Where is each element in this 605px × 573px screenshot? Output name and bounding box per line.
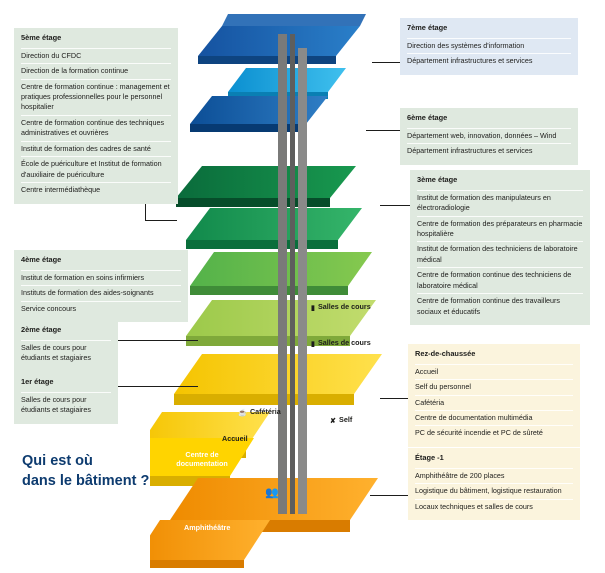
floor-slab-5 <box>190 96 328 132</box>
slab-label-salles-cours-2: ▮ Salles de cours <box>311 338 371 348</box>
panel-etage4-line-2: Service concours <box>21 301 181 316</box>
blackboard-icon: ▮ <box>311 302 315 312</box>
panel-etage2-line-0: Salles de cours pour étudiants et stagiaires <box>21 340 111 366</box>
panel-etage3-line-2: Institut de formation des techniciens de laboratoire médical <box>417 241 583 267</box>
panel-etage5-line-5: École de puériculture et Institut de formation d'auxiliaire de puériculture <box>21 156 171 182</box>
panel-etage2 <box>14 320 118 372</box>
panel-rdc-line-1: Self du personnel <box>415 379 573 394</box>
panel-etage5-line-2: Centre de formation continue : management et pratiques professionnelles pour le personnel hospitalier <box>21 79 171 115</box>
slab-label-self: ✘ Self <box>330 415 353 425</box>
panel-etage3-line-4: Centre de formation continue des travailleurs sociaux et éducatifs <box>417 293 583 319</box>
connector-etage5-h <box>145 220 177 221</box>
panel-rez-de-chaussee <box>408 344 580 447</box>
panel-etage7-line-1: Département infrastructures et services <box>407 53 571 68</box>
panel-etage3 <box>410 170 590 325</box>
panel-etage3-line-1: Centre de formation des préparateurs en pharmacie hospitalière <box>417 216 583 242</box>
page-title-line2: dans le bâtiment ? <box>22 472 150 489</box>
panel-etage3-line-0: Institut de formation des manipulateurs en électroradiologie <box>417 190 583 216</box>
panel-etage5-line-0: Direction du CFDC <box>21 48 171 63</box>
panel-etage5-line-1: Direction de la formation continue <box>21 63 171 78</box>
slab-label-amphitheatre: Amphithéâtre <box>184 523 231 532</box>
connector-etagem1 <box>370 495 408 496</box>
panel-etage4-line-0: Institut de formation en soins infirmiers <box>21 270 181 285</box>
floor-slab-3 <box>186 208 362 249</box>
blackboard-icon-2: ▮ <box>311 338 315 348</box>
panel-etagem1-line-0: Amphithéâtre de 200 places <box>415 468 573 483</box>
core-column-mid <box>290 34 295 514</box>
cutlery-icon: ✘ <box>330 415 337 425</box>
panel-etage1-line-0: Salles de cours pour étudiants et stagiaires <box>21 392 111 418</box>
slab-label-accueil: Accueil <box>222 434 248 443</box>
panel-etage1-title: 1er étage <box>21 377 54 386</box>
connector-etage6 <box>366 130 400 131</box>
panel-etage3-title: 3ème étage <box>417 175 458 184</box>
panel-etage7-title: 7ème étage <box>407 23 448 32</box>
panel-etage2-title: 2ème étage <box>21 325 62 334</box>
panel-etage6 <box>400 108 578 165</box>
panel-etage4-line-1: Instituts de formation des aides-soignants <box>21 285 181 300</box>
panel-etage7 <box>400 18 578 75</box>
panel-etagem1-line-2: Locaux techniques et salles de cours <box>415 499 573 514</box>
panel-etage5-line-4: Institut de formation des cadres de santé <box>21 141 171 156</box>
panel-etage4 <box>14 250 188 322</box>
slab-label-centre-documentation: Centre de documentation <box>176 450 228 468</box>
connector-etage3 <box>380 205 410 206</box>
panel-etage3-line-3: Centre de formation continue des techniciens de laboratoire médical <box>417 267 583 293</box>
panel-rdc-line-0: Accueil <box>415 364 573 379</box>
cup-icon: ☕ <box>238 407 247 417</box>
core-column-left <box>278 34 287 514</box>
panel-etage1 <box>14 372 118 424</box>
connector-etage7 <box>372 62 400 63</box>
panel-etage-moins-1 <box>408 448 580 520</box>
page-title <box>22 452 192 491</box>
panel-rdc-line-3: Centre de documentation multimédia <box>415 410 573 425</box>
panel-etagem1-title: Étage -1 <box>415 453 444 462</box>
connector-rdc <box>380 398 408 399</box>
floor-slab-4 <box>176 166 356 207</box>
panel-etage6-line-0: Département web, innovation, données – Wind <box>407 128 571 143</box>
panel-etage6-title: 6ème étage <box>407 113 448 122</box>
people-icon: 👥 <box>265 487 279 499</box>
panel-etagem1-line-1: Logistique du bâtiment, logistique restauration <box>415 483 573 498</box>
connector-etage2 <box>118 340 198 341</box>
panel-etage6-line-1: Département infrastructures et services <box>407 143 571 158</box>
panel-rdc-line-4: PC de sécurité incendie et PC de sûreté <box>415 425 573 440</box>
connector-etage1 <box>118 386 198 387</box>
core-column-right <box>298 48 307 514</box>
panel-etage5-line-6: Centre intermédiathèque <box>21 182 171 197</box>
page-title-line1: Qui est où <box>22 453 93 469</box>
panel-etage5 <box>14 28 178 204</box>
slab-label-cafeteria: ☕ Cafétéria <box>238 407 281 417</box>
panel-rdc-title: Rez-de-chaussée <box>415 349 476 358</box>
panel-etage5-title: 5ème étage <box>21 33 62 42</box>
panel-rdc-line-2: Cafétéria <box>415 395 573 410</box>
panel-etage5-line-3: Centre de formation continue des techniques administratives et ouvrières <box>21 115 171 141</box>
panel-etage7-line-0: Direction des systèmes d'information <box>407 38 571 53</box>
panel-etage4-title: 4ème étage <box>21 255 62 264</box>
slab-label-salles-cours-3: ▮ Salles de cours <box>311 302 371 312</box>
